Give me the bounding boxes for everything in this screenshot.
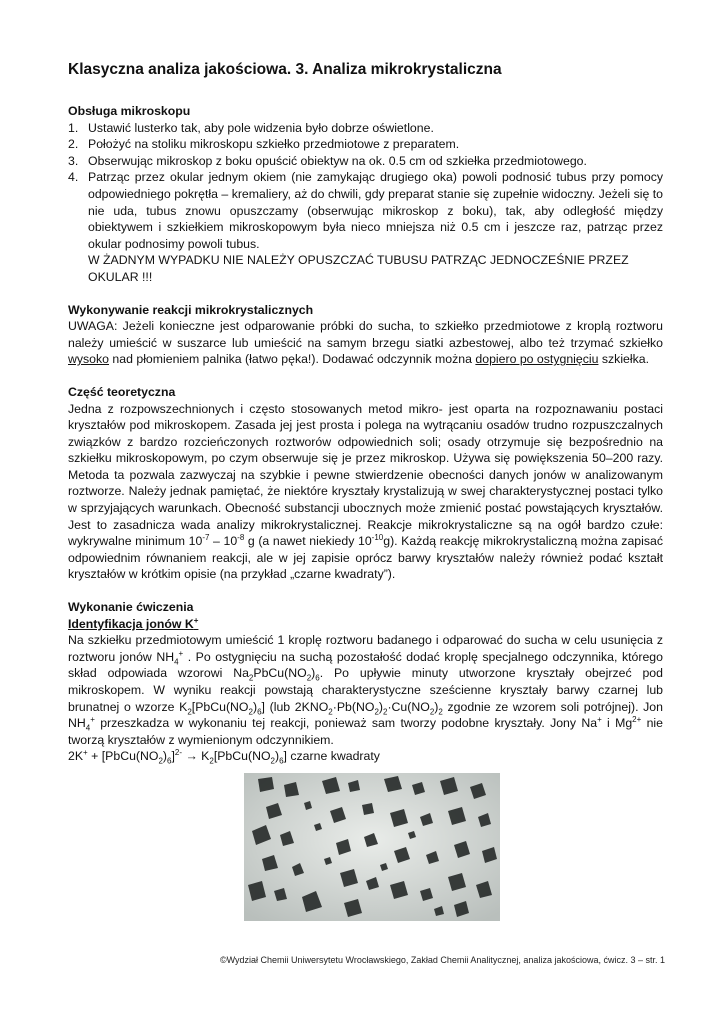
crystal-micrograph-image	[244, 773, 500, 921]
page-footer: ©Wydział Chemii Uniwersytetu Wrocławskiego, Zakład Chemii Analitycznej, analiza jakościowa, ćwicz. 3 – str. 1	[219, 955, 665, 965]
reaction-equation: $2K^+ + [PbCu(NO_2)_6]^{2-}$ → $K_2[PbCu(NO_2)_6]$ czarne kwadraty	[68, 748, 380, 766]
page-title: Klasyczna analiza jakościowa. 3. Analiza mikrokrystaliczna	[68, 61, 502, 78]
list-item: 3. Obserwując mikroskop z boku opuścić obiektyw na ok. 0.5 cm od szkiełka przedmiotowego.	[68, 153, 587, 168]
crystal	[362, 803, 374, 815]
exercise-paragraph: Na szkiełku przedmiotowym umieścić 1 kroplę roztworu badanego i odparować do sucha w celu usunięcia z roztworu jonów $NH_4^+$ . Po ostygnięciu na suchą pozostałość dodać kroplę specjalnego odczynnika, którego skład odpowiada wzorowi $Na_2PbCu(NO_2)_6$. Po upływie minuty utworzone kryształy obejrzeć pod mikroskopem. W wyniku reakcji powstają charakterystyczne sześcienne kryształy barwy czarnej lub brunatnej o wzorze $K_2[PbCu(NO_2)_6]$ (lub $2KNO_2\cdot Pb(NO_2)_2\cdot Cu(NO_2)_2$ zgodnie ze wzorem soli potrójnej). Jon $NH_4^+$ przeszkadza w wykonaniu tej reakcji, ponieważ sam tworzy podobne kryształy. Jony Na+ i $Mg^{2+}$ nie tworzą kryształów z wymienionym odczynnikiem.	[68, 633, 664, 747]
reactions-heading: Wykonywanie reakcji mikrokrystalicznych	[68, 302, 314, 317]
document-page	[68, 60, 663, 765]
list-item: 2. Położyć na stoliku mikroskopu szkiełko przedmiotowe z preparatem.	[68, 137, 460, 152]
list-item: 1. Ustawić lusterko tak, aby pole widzenia było dobrze oświetlone.	[68, 120, 434, 135]
theory-heading: Część teoretyczna	[68, 384, 176, 399]
microscope-heading: Obsługa mikroskopu	[68, 104, 191, 118]
k-ion-subheading: Identyfikacja jonów K+	[68, 615, 199, 631]
reactions-paragraph: UWAGA: Jeżeli konieczne jest odparowanie próbki do sucha, to szkiełko przedmiotowe z kroplą roztworu należy umieścić w suszarce lub umieścić na samym brzegu siatki azbestowej, albo też trzymać szkiełko wysoko nad płomieniem palnika (łatwo pęka!). Dodawać odczynnik można dopiero po ostygnięciu szkiełka.	[68, 319, 663, 367]
warning-text: W ŻADNYM WYPADKU NIE NALEŻY OPUSZCZAĆ TUBUSU PATRZĄC JEDNOCZEŚNIE PRZEZ OKULAR !!!	[88, 253, 629, 284]
exercise-heading: Wykonanie ćwiczenia	[68, 600, 194, 615]
list-item: 4. Patrząc przez okular jednym okiem (nie zamykając drugiego oka) powoli podnosić tubus przy pomocy odpowiedniego pokrętła – kremaliery, aż do chwili, gdy preparat stanie się zupełnie widoczny. Jeżeli się to nie uda, tubus znowu opuszczamy (obserwując mikroskop z boku), tak, aby odległość między obiektywem i szkiełkiem mikroskopowym była nieco mniejsza niż 0.5 cm i jeszcze raz, patrząc przez okular podnosimy powoli tubus.	[68, 170, 663, 251]
microscope-steps	[68, 120, 663, 253]
theory-paragraph: Jedna z rozpowszechnionych i często stosowanych metod mikro- jest oparta na rozpoznawaniu postaci kryształów pod mikroskopem. Zasada jej jest prosta i polega na wytrącaniu osadów trudno rozpuszczalnych związków z bardzo rozcieńczonych roztworów odpowiednich soli; osady otrzymuje się bezpośrednio na szkiełku mikroskopowym, po czym obserwuje się je przez mikroskop. Używa się powiększenia 50–200 razy. Metoda ta pozwala zazwyczaj na szybkie i pewne stwierdzenie obecności danych jonów w analizowanym roztworze. Należy jednak pamiętać, że niektóre kryształy krystalizują w swej charakterystycznej postaci tylko w sprzyjających warunkach. Obecność substancji ubocznych może zmienić postać powstających kryształów. Jest to zasadnicza wada analizy mikrokrystalicznej. Reakcje mikrokrystaliczne są na ogół bardzo czułe: wykrywalne minimum $10^{-7} - 10^{-8}$ g (a nawet niekiedy $10^{-10}g$). Każdą reakcję mikrokrystaliczną można zapisać odpowiednim równaniem reakcji, ale w jej zapisie oprócz barwy kryształów należy również podać kształt kryształów w krótkim opisie (na przykład „czarne kwadraty”).	[68, 401, 663, 582]
